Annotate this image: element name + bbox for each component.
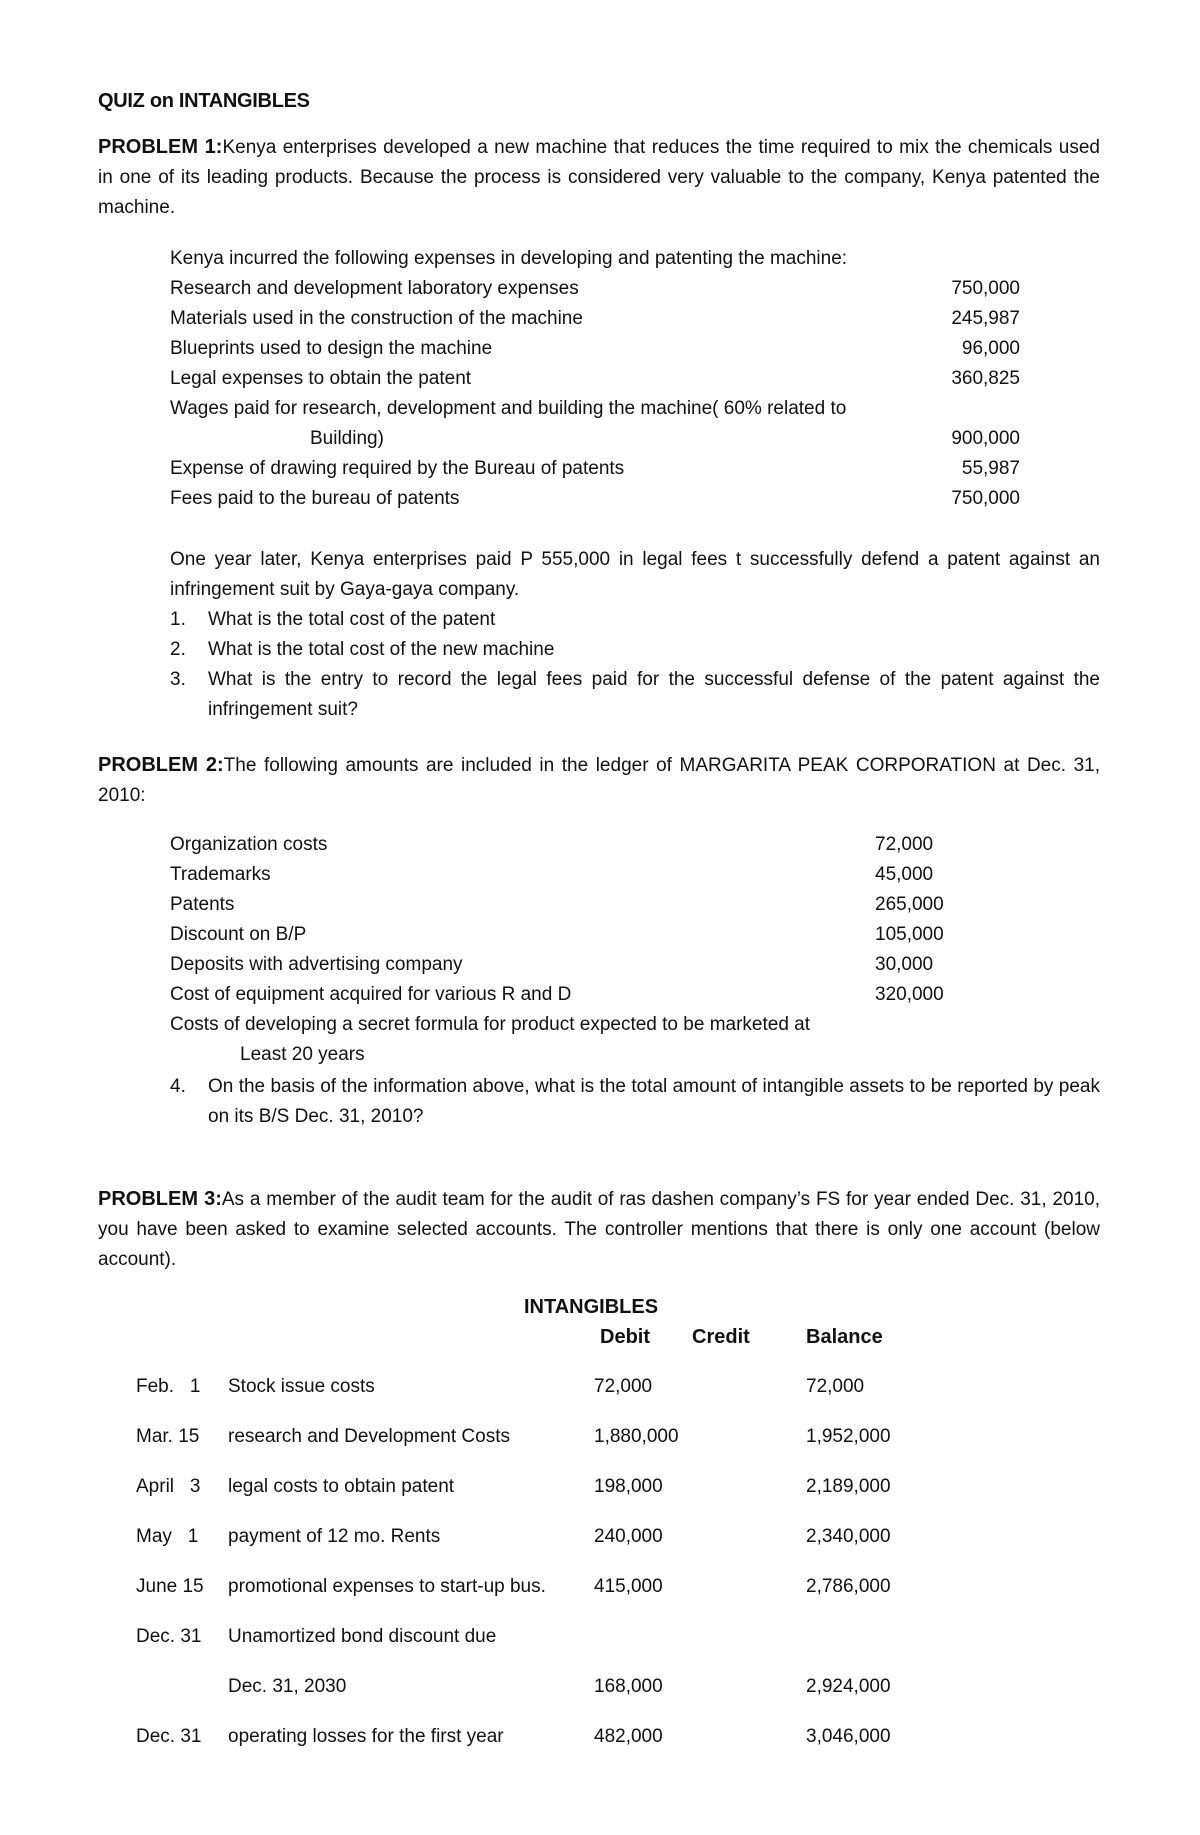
ledger-debit: 198,000 [594, 1476, 663, 1497]
ledger-row [0, 1622, 1200, 1652]
question-item [170, 605, 1100, 635]
problem2-heading: PROBLEM 2: [98, 754, 224, 776]
problem1-questions [170, 605, 1100, 725]
expense-amount: 900,000 [951, 428, 1020, 449]
problem2-questions [170, 1072, 1100, 1132]
expense-amount: 750,000 [951, 278, 1020, 299]
problem3-text: As a member of the audit team for the audit of ras dashen company’s FS for year ended Dec. 31, 2010, you have been asked to examine selected accounts. The controller mentions that there is only one account (below account). [98, 1189, 1100, 1270]
ledger-amount-label: Trademarks [170, 864, 271, 885]
expense-row [170, 424, 1100, 454]
question-item [170, 665, 1100, 725]
question-text: What is the total cost of the new machine [208, 639, 555, 660]
ledger-description: research and Development Costs [228, 1426, 510, 1447]
ledger-description: operating losses for the first year [228, 1726, 504, 1747]
ledger-amount-row [170, 1040, 1100, 1070]
ledger-description: payment of 12 mo. Rents [228, 1526, 441, 1547]
question-text: What is the entry to record the legal fees paid for the successful defense of the patent against the infringement suit? [208, 669, 1100, 720]
ledger-amount-label: Deposits with advertising company [170, 954, 463, 975]
ledger-amount-row [170, 860, 1100, 890]
ledger-date: April 3 [136, 1476, 201, 1497]
ledger-debit: 240,000 [594, 1526, 663, 1547]
expense-amount: 55,987 [961, 458, 1020, 479]
expense-label: Wages paid for research, development and building the machine( 60% related to [170, 398, 847, 419]
question-number: 4. [170, 1076, 186, 1097]
question-number: 1. [170, 609, 186, 630]
problem1-expenses [170, 244, 1100, 514]
ledger-description: Unamortized bond discount due [228, 1626, 497, 1647]
ledger-date: Mar. 15 [136, 1426, 200, 1447]
problem2-text: The following amounts are included in the ledger of MARGARITA PEAK CORPORATION at Dec. 31, 2010: [98, 755, 1100, 806]
expense-row [170, 274, 1100, 304]
question-number: 3. [170, 669, 186, 690]
ledger-amount-row [170, 950, 1100, 980]
ledger-date: Feb. 1 [136, 1376, 201, 1397]
ledger-description: promotional expenses to start-up bus. [228, 1576, 546, 1597]
problem1-intro: Kenya incurred the following expenses in developing and patenting the machine: [170, 248, 848, 269]
ledger-date: Dec. 31 [136, 1726, 202, 1747]
ledger-balance: 72,000 [806, 1376, 865, 1397]
ledger-row [0, 1372, 1200, 1402]
ledger-amount-value: 45,000 [875, 864, 934, 885]
expense-row [170, 394, 1100, 424]
ledger-date: June 15 [136, 1576, 204, 1597]
problem2-ledger-items [170, 830, 1100, 1070]
expense-row [170, 484, 1100, 514]
ledger-amount-row [170, 920, 1100, 950]
ledger-date: May 1 [136, 1526, 199, 1547]
ledger-amount-label: Patents [170, 894, 235, 915]
expense-label: Legal expenses to obtain the patent [170, 368, 472, 389]
ledger-row [0, 1572, 1200, 1602]
ledger-amount-row [170, 1010, 1100, 1040]
problem1-text: Kenya enterprises developed a new machine that reduces the time required to mix the chemicals used in one of its leading products. Because the process is considered very valuable to the company, Kenya patented the machine. [98, 137, 1100, 218]
expense-row [170, 304, 1100, 334]
ledger-amount-row [170, 830, 1100, 860]
ledger-row [0, 1522, 1200, 1552]
ledger-balance: 2,189,000 [806, 1476, 891, 1497]
ledger-debit: 1,880,000 [594, 1426, 679, 1447]
ledger-balance: 2,786,000 [806, 1576, 891, 1597]
ledger-row [0, 1422, 1200, 1452]
ledger-amount-label: Organization costs [170, 834, 328, 855]
expense-row [170, 334, 1100, 364]
question-number: 2. [170, 639, 186, 660]
problem1-heading: PROBLEM 1: [98, 136, 223, 158]
expense-amount: 245,987 [951, 308, 1020, 329]
ledger-amount-label: Discount on B/P [170, 924, 307, 945]
ledger-balance: 2,924,000 [806, 1676, 891, 1697]
problem1-paragraph [98, 132, 1100, 223]
ledger-balance: 1,952,000 [806, 1426, 891, 1447]
question-text: On the basis of the information above, what is the total amount of intangible assets to be reported by peak on its B/S Dec. 31, 2010? [208, 1076, 1100, 1127]
ledger-amount-value: 72,000 [875, 834, 934, 855]
question-text: What is the total cost of the patent [208, 609, 496, 630]
ledger-amount-value: 320,000 [875, 984, 944, 1005]
ledger-debit: 72,000 [594, 1376, 653, 1397]
question-item [170, 635, 1100, 665]
question-item [170, 1072, 1100, 1132]
expense-row [170, 454, 1100, 484]
ledger-credit-header: Credit [692, 1326, 750, 1348]
expense-label: Fees paid to the bureau of patents [170, 488, 460, 509]
page-title: QUIZ on INTANGIBLES [98, 90, 310, 112]
ledger-amount-row [170, 980, 1100, 1010]
expense-label: Building) [310, 428, 384, 449]
expense-amount: 96,000 [961, 338, 1020, 359]
expense-label: Materials used in the construction of the machine [170, 308, 583, 329]
ledger-amount-row [170, 890, 1100, 920]
ledger-amount-label: Least 20 years [240, 1044, 365, 1065]
ledger-amount-value: 105,000 [875, 924, 944, 945]
ledger-debit: 482,000 [594, 1726, 663, 1747]
ledger-amount-label: Cost of equipment acquired for various R and D [170, 984, 572, 1005]
ledger-balance-header: Balance [806, 1326, 883, 1348]
ledger-debit-header: Debit [600, 1326, 650, 1348]
expense-label: Blueprints used to design the machine [170, 338, 493, 359]
expense-label: Research and development laboratory expenses [170, 278, 579, 299]
problem3-heading: PROBLEM 3: [98, 1188, 222, 1210]
ledger-amount-value: 30,000 [875, 954, 934, 975]
ledger-debit: 415,000 [594, 1576, 663, 1597]
ledger-row [0, 1722, 1200, 1752]
ledger-balance: 3,046,000 [806, 1726, 891, 1747]
ledger-row [0, 1472, 1200, 1502]
expense-amount: 750,000 [951, 488, 1020, 509]
ledger-balance: 2,340,000 [806, 1526, 891, 1547]
problem2-paragraph [98, 750, 1100, 811]
ledger-title: INTANGIBLES [524, 1296, 659, 1318]
ledger-date: Dec. 31 [136, 1626, 202, 1647]
ledger-amount-label: Costs of developing a secret formula for product expected to be marketed at [170, 1014, 811, 1035]
ledger-amount-value: 265,000 [875, 894, 944, 915]
problem3-paragraph [98, 1184, 1100, 1275]
expense-label: Expense of drawing required by the Bureau of patents [170, 458, 625, 479]
problem1-followup: One year later, Kenya enterprises paid P 555,000 in legal fees t successfully defend a patent against an infringement suit by Gaya-gaya company. [170, 549, 1100, 600]
ledger-description: legal costs to obtain patent [228, 1476, 455, 1497]
ledger-description: Stock issue costs [228, 1376, 375, 1397]
ledger-debit: 168,000 [594, 1676, 663, 1697]
expense-row [170, 364, 1100, 394]
ledger-row [0, 1672, 1200, 1702]
ledger-description: Dec. 31, 2030 [228, 1676, 347, 1697]
expense-amount: 360,825 [951, 368, 1020, 389]
